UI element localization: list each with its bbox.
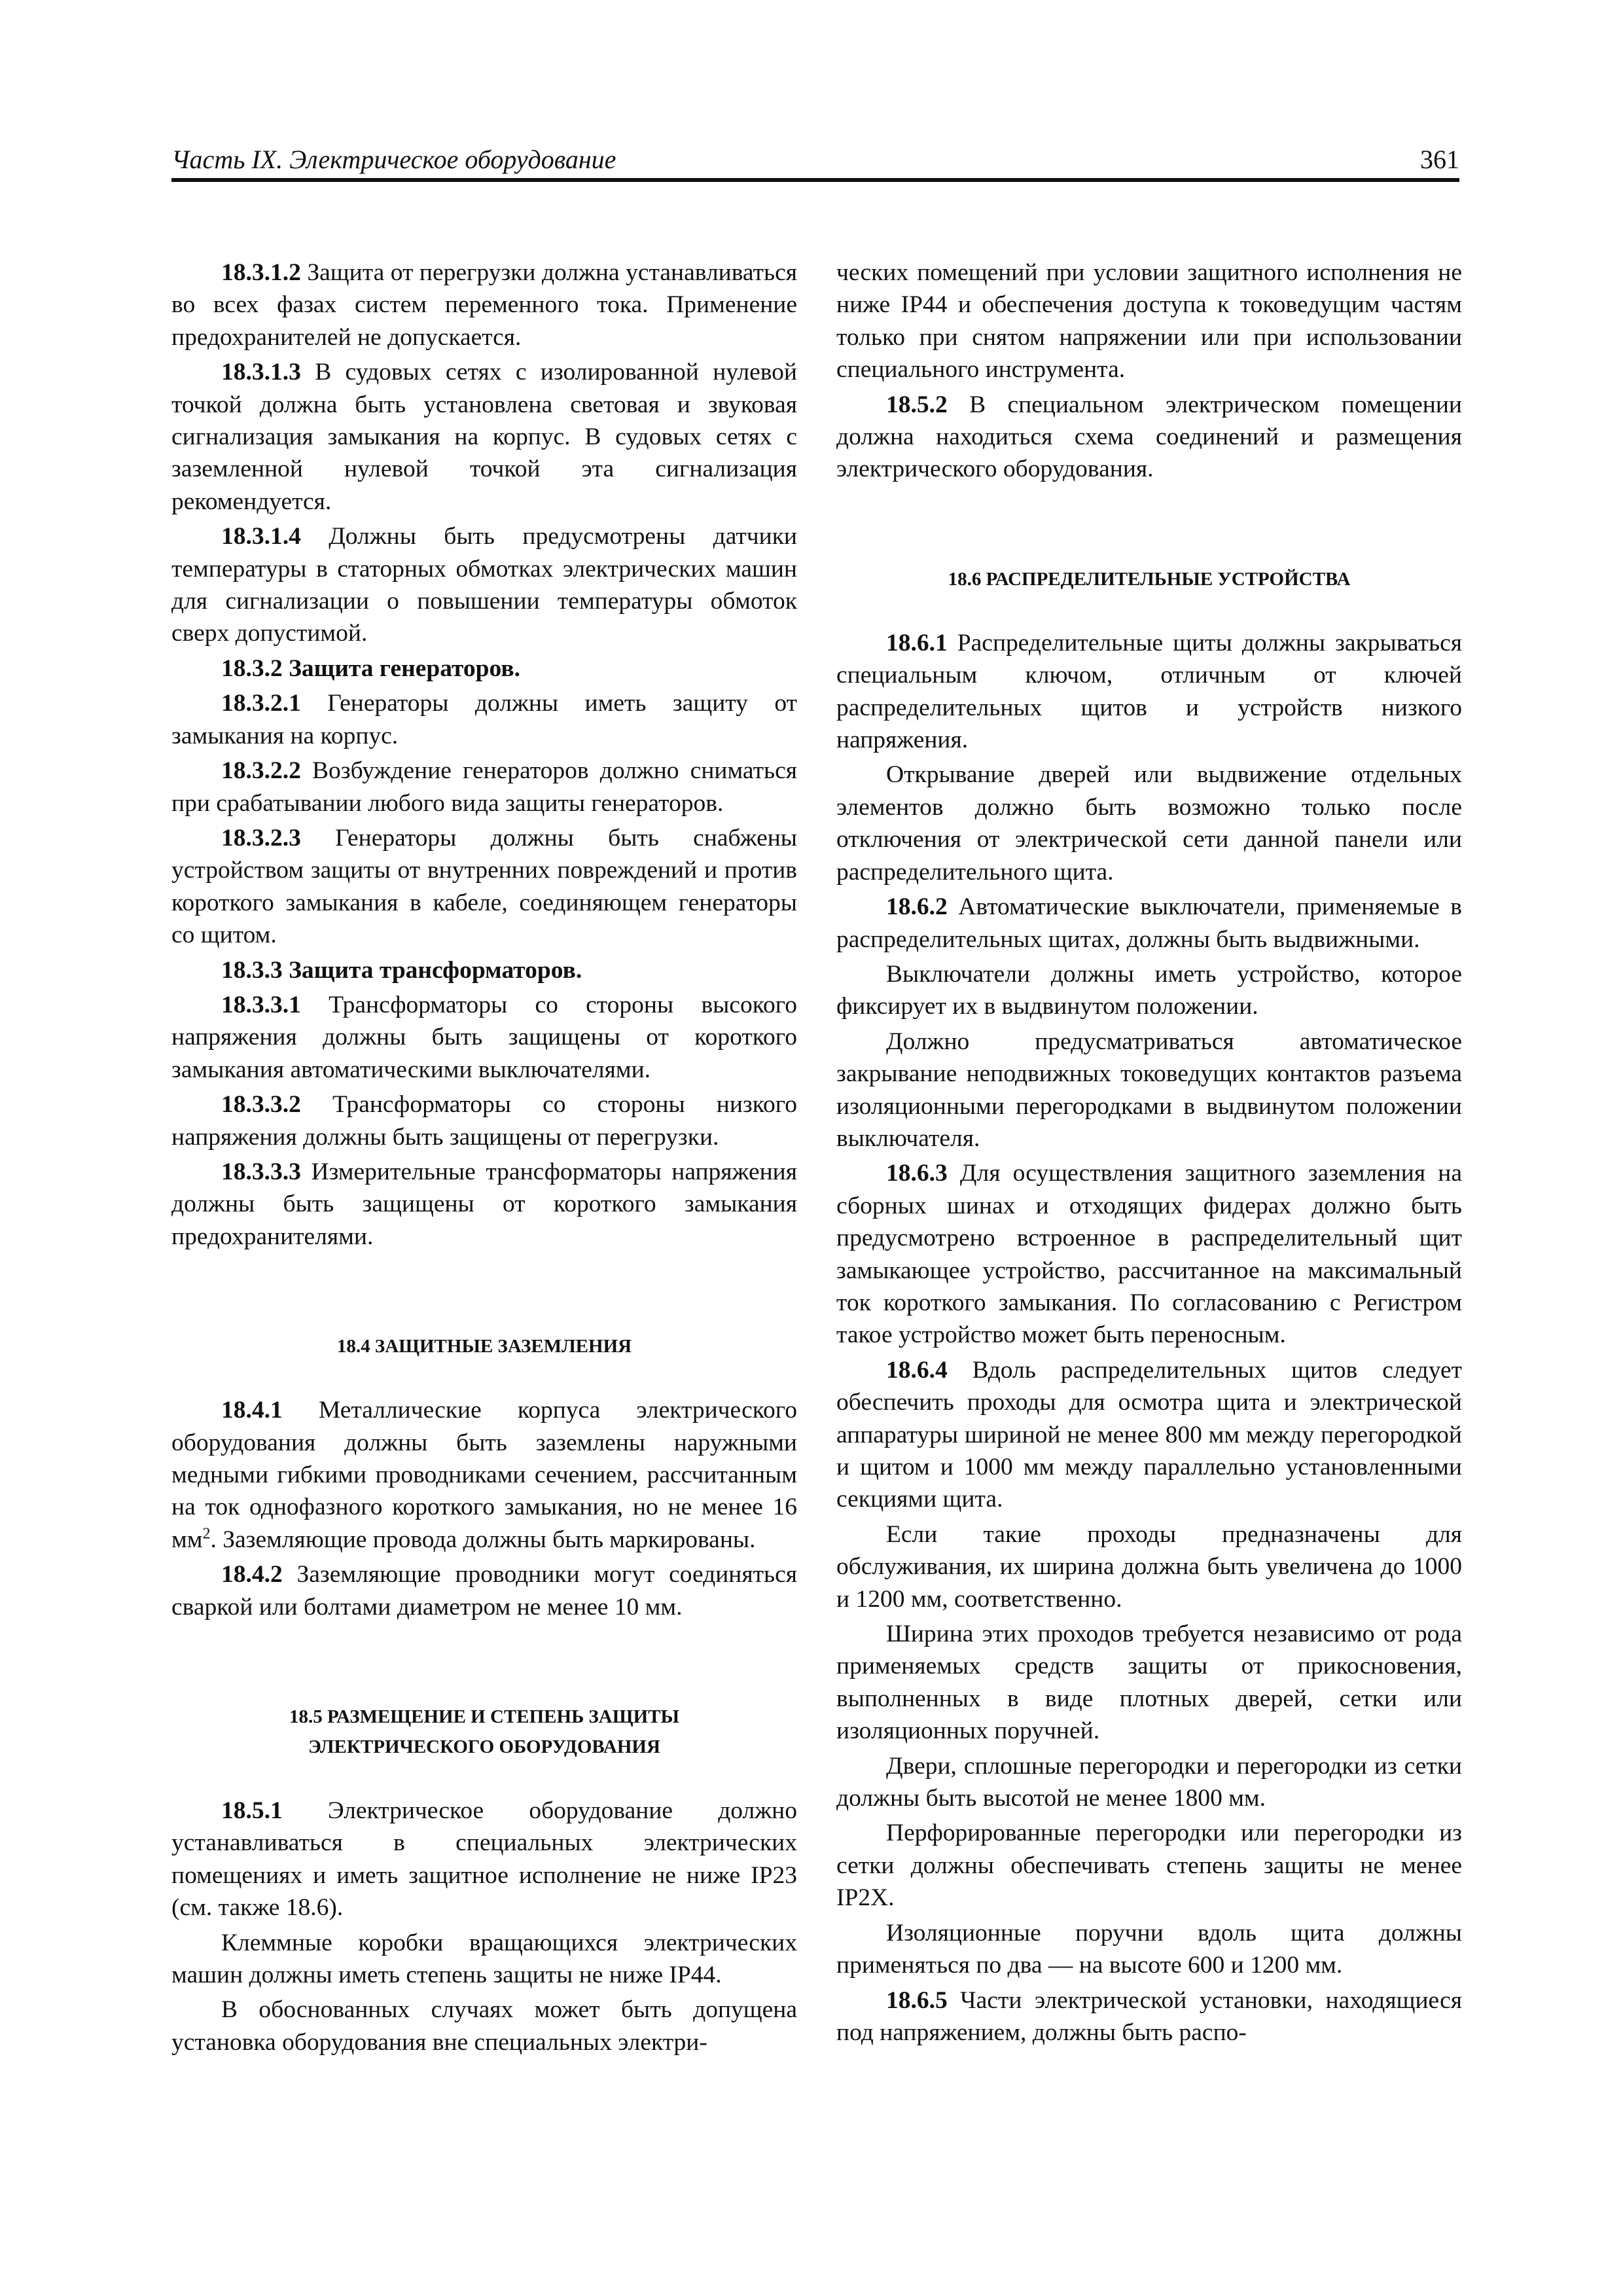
paragraph <box>171 1088 797 1153</box>
paragraph: Перфорированные перегородки или перегородки из сетки должны обеспечивать степень защиты не менее IP2X. <box>836 1820 1462 1912</box>
paragraph <box>171 1394 797 1556</box>
section-heading-18-4: 18.4 ЗАЩИТНЫЕ ЗАЗЕМЛЕНИЯ <box>336 1336 632 1357</box>
paragraph-text: Генераторы должны иметь защиту от замыкания на корпус. <box>171 690 797 749</box>
paragraph-text: В специальном электрическом помещении должна находиться схема соединений и размещения электрического оборудования. <box>836 391 1462 483</box>
paragraph <box>836 1354 1462 1516</box>
paragraph <box>171 687 797 752</box>
paragraph-continued: ческих помещений при условии защитного исполнения не ниже IP44 и обеспечения доступа к токоведущим частям только при снятом напряжении или при использовании специального инструмента. <box>836 259 1462 384</box>
paragraph <box>171 1558 797 1623</box>
clause-number: 18.3.1.2 <box>221 259 301 286</box>
paragraph: В обоснованных случаях может быть допущена установка оборудования вне специальных электри- <box>171 1996 797 2056</box>
running-header <box>171 143 1459 182</box>
clause-number: 18.6.4 <box>886 1356 948 1384</box>
paragraph <box>171 356 797 518</box>
clause-number: 18.5.1 <box>221 1797 283 1825</box>
paragraph <box>836 1984 1462 2049</box>
paragraph-text: Трансформаторы со стороны низкого напряжения должны быть защищены от перегрузки. <box>171 1091 797 1151</box>
paragraph <box>836 627 1462 757</box>
clause-number: 18.6.3 <box>886 1160 948 1187</box>
clause-number: 18.3.3.2 <box>221 1091 301 1119</box>
clause-number: 18.5.2 <box>886 391 948 418</box>
right-column <box>836 257 1462 2051</box>
paragraph-text: Защита от перегрузки должна устанавливаться во всех фазах систем переменного тока. Применение предохранителей не допускается. <box>171 259 797 351</box>
paragraph: Клеммные коробки вращающихся электрических машин должны иметь степень защиты не ниже IP44. <box>171 1929 797 1989</box>
paragraph <box>171 822 797 952</box>
paragraph: Если такие проходы предназначены для обслуживания, их ширина должна быть увеличена до 1000 и 1200 мм, соответственно. <box>836 1520 1462 1613</box>
left-column <box>171 257 797 2061</box>
paragraph <box>171 755 797 819</box>
paragraph-text: Возбуждение генераторов должно сниматься при срабатывании любого вида защиты генераторов. <box>171 757 797 817</box>
paragraph-text: Трансформаторы со стороны высокого напряжения должны быть защищены от короткого замыкания автоматическими выключателями. <box>171 991 797 1083</box>
clause-number: 18.3.1.3 <box>221 359 301 386</box>
paragraph-text: Вдоль распределительных щитов следует обеспечить проходы для осмотра щита и электрической аппаратуры шириной не менее 800 мм между перегородкой и щитом и 1000 мм между параллельно установленными секциями щита. <box>836 1356 1462 1513</box>
paragraph-text: Распределительные щиты должны закрываться специальным ключом, отличным от ключей распределительных щитов и устройств низкого напряжения. <box>836 629 1462 754</box>
paragraph: Изоляционные поручни вдоль щита должны применяться по два — на высоте 600 и 1200 мм. <box>836 1919 1462 1979</box>
subsection-heading: 18.3.3 Защита трансформаторов. <box>221 956 582 984</box>
paragraph-text: Части электрической установки, находящиеся под напряжением, должны быть распо- <box>836 1986 1462 2046</box>
paragraph <box>171 1156 797 1253</box>
paragraph-text: Электрическое оборудование должно устанавливаться в специальных электрических помещениях и иметь защитное исполнение не ниже IP23 (см. также 18.6). <box>171 1797 797 1922</box>
paragraph <box>171 1795 797 1924</box>
paragraph-text: Автоматические выключатели, применяемые в распределительных щитах, должны быть выдвижными. <box>836 893 1462 953</box>
paragraph <box>171 257 797 353</box>
paragraph: Двери, сплошные перегородки и перегородки из сетки должны быть высотой не менее 1800 мм. <box>836 1752 1462 1812</box>
clause-number: 18.3.1.4 <box>221 523 301 550</box>
paragraph-text: Для осуществления защитного заземления на сборных шинах и отходящих фидерах должно быть предусмотрено встроенное в распределительный щит замыкающее устройство, рассчитанное на максимальный ток короткого замыкания. По согласованию с Регистром такое устройство может быть переносным. <box>836 1160 1462 1349</box>
clause-number: 18.3.2.2 <box>221 757 301 785</box>
paragraph: Открывание дверей или выдвижение отдельных элементов должно быть возможно только после отключения от электрической сети данной панели или распределительного щита. <box>836 761 1462 886</box>
section-heading-18-5-line2: ЭЛЕКТРИЧЕСКОГО ОБОРУДОВАНИЯ <box>308 1736 660 1758</box>
paragraph: Ширина этих проходов требуется независимо от рода применяемых средств защиты от прикосновения, выполненных в виде плотных дверей, сетки или изоляционных поручней. <box>836 1621 1462 1745</box>
paragraph: Должно предусматриваться автоматическое закрывание неподвижных токоведущих контактов разъема изоляционными перегородками в выдвинутом положении выключателя. <box>836 1028 1462 1152</box>
clause-number: 18.3.2.3 <box>221 824 301 852</box>
paragraph: Выключатели должны иметь устройство, которое фиксирует их в выдвинутом положении. <box>836 960 1462 1020</box>
paragraph <box>836 389 1462 486</box>
paragraph <box>171 520 797 650</box>
paragraph-text: Генераторы должны быть снабжены устройством защиты от внутренних повреждений и против короткого замыкания в кабеле, соединяющем генераторы со щитом. <box>171 824 797 949</box>
clause-number: 18.3.2.1 <box>221 690 301 717</box>
running-title: Часть IX. Электрическое оборудование <box>171 145 616 174</box>
subsection-heading: 18.3.2 Защита генераторов. <box>221 655 520 682</box>
paragraph <box>836 891 1462 956</box>
paragraph-text: Должны быть предусмотрены датчики температуры в статорных обмотках электрических машин для сигнализации о повышении температуры обмоток сверх допустимой. <box>171 523 797 647</box>
clause-number: 18.6.2 <box>886 893 948 921</box>
paragraph-text: . Заземляющие провода должны быть маркированы. <box>210 1526 756 1553</box>
section-heading-18-6: 18.6 РАСПРЕДЕЛИТЕЛЬНЫЕ УСТРОЙСТВА <box>948 568 1351 590</box>
paragraph-text: Заземляющие проводники могут соединяться сваркой или болтами диаметром не менее 10 мм. <box>171 1561 797 1621</box>
section-heading-18-5-line1: 18.5 РАЗМЕЩЕНИЕ И СТЕПЕНЬ ЗАЩИТЫ <box>289 1706 679 1728</box>
paragraph <box>836 1157 1462 1351</box>
clause-number: 18.3.3.1 <box>221 991 301 1018</box>
clause-number: 18.4.1 <box>221 1397 283 1424</box>
clause-number: 18.4.2 <box>221 1561 283 1588</box>
paragraph <box>171 989 797 1086</box>
page-number: 361 <box>1420 145 1459 174</box>
clause-number: 18.3.3.3 <box>221 1158 301 1185</box>
clause-number: 18.6.5 <box>886 1986 948 2014</box>
paragraph-text: В судовых сетях с изолированной нулевой точкой должна быть установлена световая и звуковая сигнализация замыкания на корпус. В судовых сетях с заземленной нулевой точкой эта сигнализация рекомендуется. <box>171 359 797 515</box>
paragraph-text: Металлические корпуса электрического оборудования должны быть заземлены наружными медными гибкими проводниками сечением, рассчитанным на ток однофазного короткого замыкания, но не менее 16 мм <box>171 1397 797 1553</box>
clause-number: 18.6.1 <box>886 629 948 656</box>
superscript: 2 <box>202 1525 211 1543</box>
paragraph-text: Измерительные трансформаторы напряжения должны быть защищены от короткого замыкания предохранителями. <box>171 1158 797 1250</box>
